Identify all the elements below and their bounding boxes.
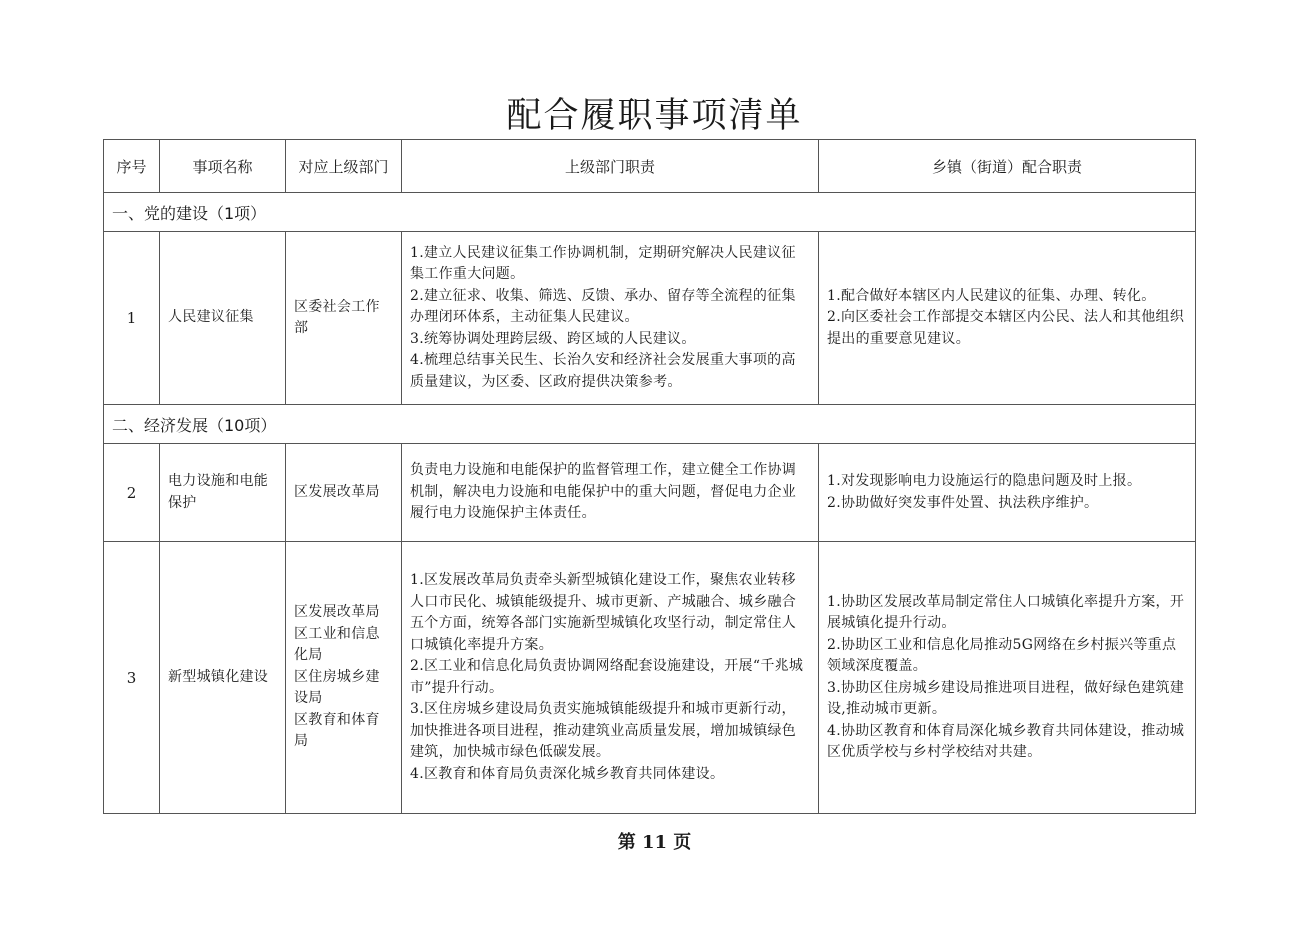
column-header-town: 乡镇（街道）配合职责 <box>819 140 1196 193</box>
duty-line: 3.统筹协调处理跨层级、跨区域的人民建议。 <box>410 330 696 347</box>
town-line: 2.向区委社会工作部提交本辖区内公民、法人和其他组织提出的重要意见建议。 <box>827 309 1185 347</box>
town-line: 2.协助区工业和信息化局推动5G网络在乡村振兴等重点领域深度覆盖。 <box>827 636 1177 674</box>
row-town <box>819 542 1196 814</box>
duty-line: 4.梳理总结事关民生、长治久安和经济社会发展重大事项的高质量建议，为区委、区政府提供决策参考。 <box>410 352 796 390</box>
page-number: 第 11 页 <box>617 832 692 853</box>
dept-line: 区发展改革局 <box>294 604 380 621</box>
row-town <box>819 232 1196 405</box>
table-row <box>104 542 1196 814</box>
row-dept <box>286 542 402 814</box>
duty-line: 4.区教育和体育局负责深化城乡教育共同体建设。 <box>410 765 725 782</box>
dept-line: 区教育和体育局 <box>294 711 380 750</box>
town-line: 1.对发现影响电力设施运行的隐患问题及时上报。 <box>827 473 1142 489</box>
dept-line: 区发展改革局 <box>294 483 380 500</box>
section-heading: 一、党的建设（1项） <box>104 193 1196 232</box>
column-header-dept: 对应上级部门 <box>286 140 402 193</box>
table-row <box>104 444 1196 542</box>
town-line: 1.配合做好本辖区内人民建议的征集、办理、转化。 <box>827 287 1156 304</box>
row-name: 电力设施和电能保护 <box>160 444 286 542</box>
duty-line: 1.区发展改革局负责牵头新型城镇化建设工作，聚焦农业转移人口市民化、城镇能级提升、城市更新、产城融合、城乡融合五个方面，统筹各部门实施新型城镇化攻坚行动，制定常住人口城镇化率提升方案。 <box>410 572 797 653</box>
duty-line: 负责电力设施和电能保护的监督管理工作，建立健全工作协调机制，解决电力设施和电能保护中的重大问题，督促电力企业履行电力设施保护主体责任。 <box>410 462 797 522</box>
town-line: 2.协助做好突发事件处置、执法秩序维护。 <box>827 494 1099 511</box>
row-duty <box>402 542 819 814</box>
column-header-name: 事项名称 <box>160 140 286 193</box>
duty-line: 2.建立征求、收集、筛选、反馈、承办、留存等全流程的征集办理闭环体系，主动征集人民建议。 <box>410 287 796 326</box>
row-dept <box>286 232 402 405</box>
row-seq: 1 <box>104 232 160 405</box>
column-header-duty: 上级部门职责 <box>402 140 819 193</box>
row-town <box>819 444 1196 542</box>
town-line: 3.协助区住房城乡建设局推进项目进程，做好绿色建筑建设,推动城市更新。 <box>827 679 1185 717</box>
dept-line: 区委社会工作部 <box>294 298 380 336</box>
section-heading: 二、经济发展（10项） <box>104 405 1196 444</box>
duty-line: 1.建立人民建议征集工作协调机制，定期研究解决人民建议征集工作重大问题。 <box>410 244 796 283</box>
row-dept <box>286 444 402 542</box>
dept-line: 区工业和信息化局 <box>294 625 380 664</box>
town-line: 1.协助区发展改革局制定常住人口城镇化率提升方案，开展城镇化提升行动。 <box>827 593 1185 631</box>
section-row <box>104 193 1196 232</box>
row-duty <box>402 232 819 405</box>
section-row <box>104 405 1196 444</box>
row-duty <box>402 444 819 542</box>
town-line: 4.协助区教育和体育局深化城乡教育共同体建设，推动城区优质学校与乡村学校结对共建。 <box>827 722 1185 760</box>
column-header-seq: 序号 <box>104 140 160 193</box>
row-name: 新型城镇化建设 <box>160 542 286 814</box>
row-seq: 2 <box>104 444 160 542</box>
page-title: 配合履职事项清单 <box>506 96 803 136</box>
table-row <box>104 232 1196 405</box>
row-seq: 3 <box>104 542 160 814</box>
duty-line: 3.区住房城乡建设局负责实施城镇能级提升和城市更新行动，加快推进各项目进程，推动建筑业高质量发展，增加城镇绿色建筑，加快城市绿色低碳发展。 <box>410 701 797 760</box>
row-name: 人民建议征集 <box>160 232 286 405</box>
duty-line: 2.区工业和信息化局负责协调网络配套设施建设，开展“千兆城市”提升行动。 <box>410 658 804 696</box>
dept-line: 区住房城乡建设局 <box>294 668 380 707</box>
table-header-row <box>104 140 1196 193</box>
duty-table <box>103 139 1196 814</box>
